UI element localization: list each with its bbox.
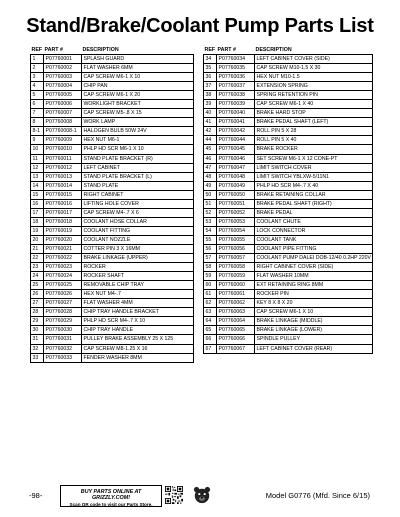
ref-cell: 60	[204, 281, 217, 290]
table-row	[31, 154, 194, 163]
part-number-cell: P07760033	[44, 353, 82, 362]
ref-cell: 1	[31, 55, 44, 64]
table-row	[204, 73, 373, 82]
ref-cell: 15	[31, 190, 44, 199]
description-column-header: DESCRIPTION	[82, 47, 119, 53]
ref-cell: 50	[204, 190, 217, 199]
ref-cell: 65	[204, 326, 217, 335]
ref-cell: 31	[31, 335, 44, 344]
description-cell: BRAKE PEDAL SHAFT (RIGHT)	[255, 199, 373, 208]
ref-cell: 32	[31, 344, 44, 353]
description-cell: CAP SCREW M5-.8 X 15	[82, 109, 194, 118]
ref-cell: 20	[31, 235, 44, 244]
part-number-cell: P07760003	[44, 73, 82, 82]
description-cell: BRAKE PEDAL	[255, 208, 373, 217]
ref-cell: 6	[31, 100, 44, 109]
part-number-cell: P07760056	[217, 244, 255, 253]
part-number-cell: P07760025	[44, 281, 82, 290]
table-row	[31, 199, 194, 208]
part-number-cell: P07760053	[217, 217, 255, 226]
part-number-cell: P07760027	[44, 299, 82, 308]
part-column-header: PART #	[44, 47, 63, 53]
part-number-cell: P07760042	[217, 127, 255, 136]
ref-cell: 28	[31, 308, 44, 317]
description-cell: RIGHT CABINET	[82, 190, 194, 199]
description-cell: LIMIT SWITCH YBLXW-5/11N1	[255, 172, 373, 181]
description-cell: CAP SCREW M10-1.5 X 30	[255, 64, 373, 73]
description-cell: LEFT CABINET COVER (REAR)	[255, 344, 373, 353]
part-number-cell: P07760049	[217, 181, 255, 190]
ref-cell: 55	[204, 235, 217, 244]
ref-cell: 2	[31, 64, 44, 73]
description-cell: CHIP TRAY HANDLE	[82, 326, 194, 335]
table-row	[204, 199, 373, 208]
part-number-cell: P07760007	[44, 109, 82, 118]
table-row	[204, 181, 373, 190]
part-number-cell: P07760057	[217, 254, 255, 263]
part-number-cell: P07760028	[44, 308, 82, 317]
ref-cell: 59	[204, 272, 217, 281]
ref-cell: 56	[204, 244, 217, 253]
description-cell: WORKLIGHT BRACKET	[82, 100, 194, 109]
description-cell: PHLP HD SCR M4-.7 X 10	[82, 317, 194, 326]
ref-cell: 53	[204, 217, 217, 226]
table-row	[31, 118, 194, 127]
description-cell: RIGHT CABINET COVER (SIDE)	[255, 263, 373, 272]
table-row	[31, 127, 194, 136]
ref-cell: 45	[204, 145, 217, 154]
table-header-row	[204, 46, 373, 55]
table-row	[204, 55, 373, 64]
ref-cell: 61	[204, 290, 217, 299]
part-number-cell: P07760050	[217, 190, 255, 199]
ref-cell: 34	[204, 55, 217, 64]
table-row	[204, 235, 373, 244]
part-number-cell: P07760048	[217, 172, 255, 181]
part-number-cell: P07760005	[44, 91, 82, 100]
table-row	[204, 145, 373, 154]
description-cell: EXT RETAINING RING 8MM	[255, 281, 373, 290]
description-cell: PULLEY BRAKE ASSEMBLY 25 X 125	[82, 335, 194, 344]
ref-cell: 21	[31, 244, 44, 253]
table-row	[204, 127, 373, 136]
part-number-cell: P07760040	[217, 109, 255, 118]
part-number-cell: P07760015	[44, 190, 82, 199]
description-cell: PHLP HD SCR M4-.7 X 40	[255, 181, 373, 190]
ref-cell: 22	[31, 254, 44, 263]
parts-table-left-body	[31, 55, 194, 363]
table-row	[31, 254, 194, 263]
part-number-cell: P07760008-1	[44, 127, 82, 136]
part-number-cell: P07760039	[217, 100, 255, 109]
description-cell: STAND PLATE	[82, 181, 194, 190]
table-row	[31, 326, 194, 335]
description-cell: HEX NUT M6-1	[82, 136, 194, 145]
parts-table-right	[203, 46, 373, 354]
description-cell: COOLANT FITTING	[82, 226, 194, 235]
table-row	[204, 118, 373, 127]
description-cell: BRAKE LINKAGE (UPPER)	[82, 254, 194, 263]
grizzly-bear-logo	[193, 486, 211, 504]
table-row	[204, 308, 373, 317]
parts-table-left	[30, 46, 194, 363]
ref-cell: 49	[204, 181, 217, 190]
part-number-cell: P07760066	[217, 335, 255, 344]
description-cell: CAP SCREW M4-.7 X 6	[82, 208, 194, 217]
part-number-cell: P07760035	[217, 64, 255, 73]
page-title: Stand/Brake/Coolant Pump Parts List	[26, 15, 374, 37]
table-row	[31, 299, 194, 308]
table-header-row	[31, 46, 194, 55]
part-number-cell: P07760017	[44, 208, 82, 217]
ref-cell: 10	[31, 145, 44, 154]
description-cell: WORK LAMP	[82, 118, 194, 127]
description-cell: FLAT WASHER 6MM	[82, 64, 194, 73]
ref-cell: 51	[204, 199, 217, 208]
description-cell: CAP SCREW M8-1.25 X 16	[82, 344, 194, 353]
part-number-cell: P07760037	[217, 82, 255, 91]
ref-cell: 38	[204, 91, 217, 100]
description-cell: COOLANT NOZZLE	[82, 235, 194, 244]
buy-parts-online-text: BUY PARTS ONLINE AT GRIZZLY.COM!	[80, 489, 142, 501]
table-row	[204, 64, 373, 73]
description-cell: LEFT CABINET COVER (SIDE)	[255, 55, 373, 64]
ref-cell: 54	[204, 226, 217, 235]
ref-cell: 30	[31, 326, 44, 335]
description-cell: ROCKER PIN	[255, 290, 373, 299]
table-row	[31, 344, 194, 353]
part-number-cell: P07760065	[217, 326, 255, 335]
description-column-header: DESCRIPTION	[255, 47, 292, 53]
table-row	[31, 109, 194, 118]
part-number-cell: P07760059	[217, 272, 255, 281]
scan-qr-instruction: Scan QR code to visit our Parts Store.	[69, 502, 153, 507]
table-row	[204, 299, 373, 308]
table-row	[31, 136, 194, 145]
part-number-cell: P07760062	[217, 299, 255, 308]
table-row	[31, 290, 194, 299]
table-row	[204, 272, 373, 281]
ref-cell: 14	[31, 181, 44, 190]
part-number-cell: P07760009	[44, 136, 82, 145]
table-row	[204, 82, 373, 91]
ref-cell: 8	[31, 118, 44, 127]
description-cell: COOLANT TANK	[255, 235, 373, 244]
ref-cell: 9	[31, 136, 44, 145]
description-cell: COOLANT PUMP DALEI DOB-12/40 0.2HP 220V	[256, 255, 371, 262]
description-cell: ROLL PIN 5 X 40	[255, 136, 373, 145]
ref-cell: 41	[204, 118, 217, 127]
table-row	[31, 55, 194, 64]
table-row	[204, 190, 373, 199]
part-number-cell: P07760046	[217, 154, 255, 163]
part-number-cell: P07760011	[44, 154, 82, 163]
part-number-cell: P07760051	[217, 199, 255, 208]
description-cell: SPINDLE PULLEY	[255, 335, 373, 344]
ref-cell: 42	[204, 127, 217, 136]
description-cell: REMOVABLE CHIP TRAY	[82, 281, 194, 290]
table-row	[31, 91, 194, 100]
table-row	[31, 163, 194, 172]
table-row	[204, 281, 373, 290]
table-row	[204, 109, 373, 118]
ref-cell: 7	[31, 109, 44, 118]
ref-cell: 62	[204, 299, 217, 308]
part-number-cell: P07760016	[44, 199, 82, 208]
description-cell: ROLL PIN 5 X 28	[255, 127, 373, 136]
table-row	[31, 353, 194, 362]
table-row	[31, 272, 194, 281]
part-number-cell: P07760020	[44, 235, 82, 244]
description-cell: HALOGEN BULB 50W 24V	[82, 127, 194, 136]
description-cell: ROCKER SHAFT	[82, 272, 194, 281]
ref-cell: 29	[31, 317, 44, 326]
description-cell: EXTENSION SPRING	[255, 82, 373, 91]
ref-cell: 44	[204, 136, 217, 145]
description-cell: COOLANT HOSE COLLAR	[82, 217, 194, 226]
description-cell: LOCK CONNECTOR	[255, 226, 373, 235]
part-number-cell: P07760032	[44, 344, 82, 353]
part-number-cell: P07760055	[217, 235, 255, 244]
part-number-cell: P07760045	[217, 145, 255, 154]
table-row	[204, 217, 373, 226]
table-row	[31, 244, 194, 253]
part-number-cell: P07760019	[44, 226, 82, 235]
table-row	[31, 335, 194, 344]
description-cell: LEFT CABINET	[82, 163, 194, 172]
part-number-cell: P07760036	[217, 73, 255, 82]
ref-cell: 25	[31, 281, 44, 290]
part-number-cell: P07760022	[44, 254, 82, 263]
description-cell: KEY 8 X 8 X 20	[255, 299, 373, 308]
ref-cell: 19	[31, 226, 44, 235]
table-row	[204, 254, 373, 263]
part-number-cell: P07760006	[44, 100, 82, 109]
description-cell: BRAKE HARD STOP	[255, 109, 373, 118]
table-row	[31, 208, 194, 217]
ref-cell: 37	[204, 82, 217, 91]
table-row	[204, 172, 373, 181]
part-number-cell: P07760004	[44, 82, 82, 91]
part-number-cell: P07760021	[44, 244, 82, 253]
ref-cell: 67	[204, 344, 217, 353]
ref-cell: 47	[204, 163, 217, 172]
table-row	[204, 317, 373, 326]
ref-cell: 12	[31, 163, 44, 172]
description-cell: BRAKE PEDAL SHAFT (LEFT)	[255, 118, 373, 127]
part-number-cell: P07760023	[44, 263, 82, 272]
ref-cell: 48	[204, 172, 217, 181]
part-number-cell: P07760024	[44, 272, 82, 281]
table-row	[31, 145, 194, 154]
ref-cell: 4	[31, 82, 44, 91]
part-column-header: PART #	[217, 47, 236, 53]
table-row	[204, 163, 373, 172]
ref-cell: 23	[31, 263, 44, 272]
table-row	[31, 263, 194, 272]
ref-cell: 63	[204, 308, 217, 317]
table-row	[31, 281, 194, 290]
qr-code-icon[interactable]	[165, 486, 183, 504]
description-cell: BRAKE LINKAGE (LOWER)	[255, 326, 373, 335]
part-number-cell: P07760064	[217, 317, 255, 326]
description-cell: SPRING RETENTION PIN	[255, 91, 373, 100]
ref-cell: 64	[204, 317, 217, 326]
ref-cell: 58	[204, 263, 217, 272]
description-cell: STAND PLATE BRACKET (L)	[82, 172, 194, 181]
part-number-cell: P07760026	[44, 290, 82, 299]
part-number-cell: P07760044	[217, 136, 255, 145]
ref-column-header: REF	[204, 47, 216, 53]
ref-cell: 46	[204, 154, 217, 163]
table-row	[31, 181, 194, 190]
part-number-cell: P07760018	[44, 217, 82, 226]
part-number-cell: P07760067	[217, 344, 255, 353]
part-number-cell: P07760014	[44, 181, 82, 190]
table-row	[31, 64, 194, 73]
ref-cell: 36	[204, 73, 217, 82]
table-row	[31, 217, 194, 226]
description-cell: COOLANT PIPE FITTING	[255, 244, 373, 253]
part-number-cell: P07760010	[44, 145, 82, 154]
table-row	[204, 326, 373, 335]
part-number-cell: P07760060	[217, 281, 255, 290]
table-row	[204, 91, 373, 100]
description-cell: SPLASH GUARD	[82, 55, 194, 64]
ref-cell: 27	[31, 299, 44, 308]
part-number-cell: P07760013	[44, 172, 82, 181]
ref-cell: 3	[31, 73, 44, 82]
description-cell: CAP SCREW M6-1 X 40	[255, 100, 373, 109]
description-cell: FLAT WASHER 10MM	[255, 272, 373, 281]
table-row	[31, 82, 194, 91]
ref-cell: 11	[31, 154, 44, 163]
table-row	[31, 172, 194, 181]
description-cell: ROCKER	[82, 263, 194, 272]
table-row	[31, 73, 194, 82]
table-row	[204, 344, 373, 353]
description-cell: BRAKE ROCKER	[255, 145, 373, 154]
table-row	[204, 136, 373, 145]
part-number-cell: P07760001	[44, 55, 82, 64]
description-cell: SET SCREW M6-1 X 12 CONE-PT	[255, 154, 373, 163]
table-row	[204, 335, 373, 344]
table-row	[204, 208, 373, 217]
part-number-cell: P07760002	[44, 64, 82, 73]
description-cell: LIFTING HOLE COVER	[82, 199, 194, 208]
description-cell: BRAKE LINKAGE (MIDDLE)	[255, 317, 373, 326]
ref-cell: 17	[31, 208, 44, 217]
ref-cell: 16	[31, 199, 44, 208]
ref-cell: 13	[31, 172, 44, 181]
ref-cell: 40	[204, 109, 217, 118]
part-number-cell: P07760030	[44, 326, 82, 335]
description-cell: CAP SCREW M6-1 X 20	[82, 91, 194, 100]
ref-cell: 26	[31, 290, 44, 299]
table-row	[204, 263, 373, 272]
table-row	[204, 154, 373, 163]
part-number-cell: P07760008	[44, 118, 82, 127]
description-cell: BRAKE RETAINING COLLAR	[255, 190, 373, 199]
ref-cell: 24	[31, 272, 44, 281]
description-cell: CHIP TRAY HANDLE BRACKET	[82, 308, 194, 317]
part-number-cell: P07760054	[217, 226, 255, 235]
table-row	[31, 308, 194, 317]
ref-cell: 5	[31, 91, 44, 100]
description-cell: HEX NUT M10-1.5	[255, 73, 373, 82]
table-row	[204, 100, 373, 109]
table-row	[31, 226, 194, 235]
ref-cell: 52	[204, 208, 217, 217]
part-number-cell: P07760041	[217, 118, 255, 127]
description-cell: COTTER PIN 3 X 16MM	[82, 244, 194, 253]
part-number-cell: P07760047	[217, 163, 255, 172]
part-number-cell: P07760029	[44, 317, 82, 326]
table-row	[31, 317, 194, 326]
ref-cell: 33	[31, 353, 44, 362]
description-cell: CAP SCREW M6-1 X 10	[82, 73, 194, 82]
description-cell: CAP SCREW M6-1 X 10	[255, 308, 373, 317]
table-row	[31, 235, 194, 244]
description-cell: STAND PLATE BRACKET (R)	[82, 154, 194, 163]
page-number: -98-	[29, 491, 43, 500]
description-cell: LIMIT SWITCH COVER	[255, 163, 373, 172]
table-row	[31, 100, 194, 109]
table-row	[31, 190, 194, 199]
description-cell: FENDER WASHER 8MM	[82, 353, 194, 362]
table-row	[204, 226, 373, 235]
ref-cell: 18	[31, 217, 44, 226]
model-info: Model G0776 (Mfd. Since 6/15)	[265, 491, 370, 500]
parts-table-right-body	[204, 55, 373, 354]
part-number-cell: P07760012	[44, 163, 82, 172]
description-cell: COOLANT CHUTE	[255, 217, 373, 226]
part-number-cell: P07760058	[217, 263, 255, 272]
description-cell: FLAT WASHER 4MM	[82, 299, 194, 308]
table-row	[204, 244, 373, 253]
ref-cell: 8-1	[31, 127, 44, 136]
description-cell: PHLP HD SCR M6-1 X 10	[82, 145, 194, 154]
part-number-cell: P07760063	[217, 308, 255, 317]
ref-cell: 35	[204, 64, 217, 73]
part-number-cell: P07760031	[44, 335, 82, 344]
description-cell: CHIP PAN	[82, 82, 194, 91]
part-number-cell: P07760061	[217, 290, 255, 299]
ref-column-header: REF	[31, 47, 43, 53]
ref-cell: 39	[204, 100, 217, 109]
ref-cell: 66	[204, 335, 217, 344]
description-cell: HEX NUT M4-.7	[82, 290, 194, 299]
part-number-cell: P07760052	[217, 208, 255, 217]
buy-parts-online-box[interactable]	[60, 485, 162, 507]
part-number-cell: P07760034	[217, 55, 255, 64]
ref-cell: 57	[204, 254, 217, 263]
table-row	[204, 290, 373, 299]
part-number-cell: P07760038	[217, 91, 255, 100]
